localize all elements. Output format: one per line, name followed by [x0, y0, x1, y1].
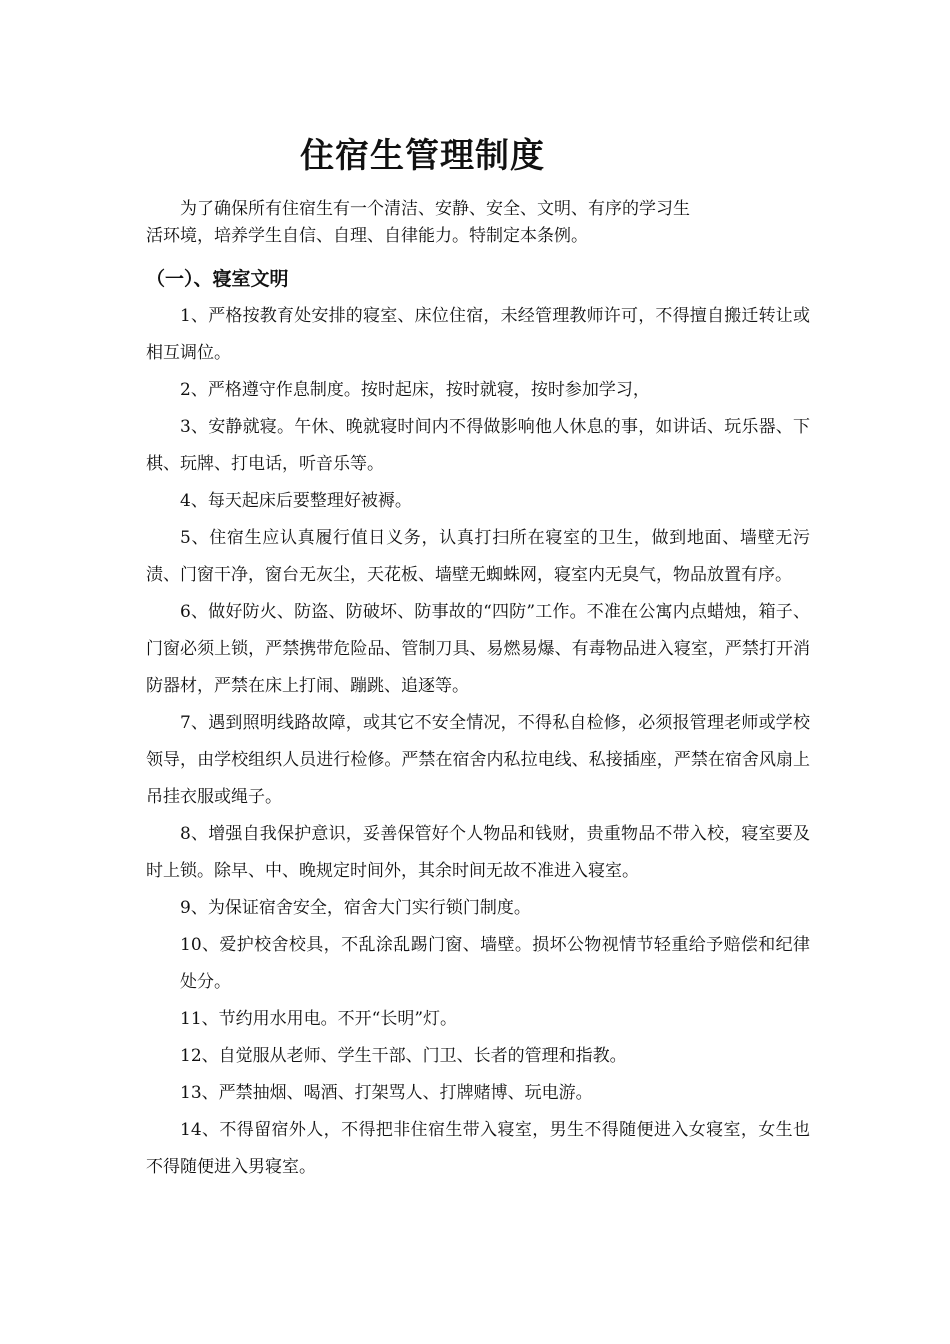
section-heading: （一）、寝室文明	[146, 268, 289, 290]
rule-item: 14、不得留宿外人，不得把非住宿生带入寝室，男生不得随便进入女寝室，女生也不得随便进入男寝室。	[146, 1120, 810, 1177]
rule-item: 10、爱护校舍校具，不乱涂乱踢门窗、墙壁。损坏公物视情节轻重给予赔偿和纪律处分。	[180, 935, 810, 992]
rule-item: 3、安静就寝。午休、晚就寝时间内不得做影响他人休息的事，如讲话、玩乐器、下棋、玩牌、打电话，听音乐等。	[146, 417, 810, 474]
rule-item: 11、节约用水用电。不开“长明”灯。	[180, 1009, 458, 1029]
rule-item: 6、做好防火、防盗、防破坏、防事故的“四防”工作。不准在公寓内点蜡烛，箱子、门窗必须上锁，严禁携带危险品、管制刀具、易燃易爆、有毒物品进入寝室，严禁打开消防器材，严禁在床上打闹、蹦跳、追逐等。	[146, 602, 810, 696]
rules-list	[146, 298, 810, 1186]
rule-item: 8、增强自我保护意识，妥善保管好个人物品和钱财，贵重物品不带入校，寝室要及时上锁。除早、中、晚规定时间外，其余时间无故不准进入寝室。	[146, 824, 810, 881]
rule-item: 2、严格遵守作息制度。按时起床，按时就寝，按时参加学习，	[180, 380, 650, 400]
intro-paragraph	[146, 196, 786, 250]
intro-line: 为了确保所有住宿生有一个清洁、安静、安全、文明、有序的学习生	[180, 199, 690, 219]
rule-item: 4、每天起床后要整理好被褥。	[180, 491, 412, 511]
rule-item: 5、住宿生应认真履行值日义务，认真打扫所在寝室的卫生，做到地面、墙壁无污渍、门窗干净，窗台无灰尘，天花板、墙壁无蜘蛛网，寝室内无臭气，物品放置有序。	[146, 528, 810, 585]
intro-line: 活环境，培养学生自信、自理、自律能力。特制定本条例。	[146, 226, 588, 246]
rule-item: 9、为保证宿舍安全，宿舍大门实行锁门制度。	[180, 898, 531, 918]
rule-item: 12、自觉服从老师、学生干部、门卫、长者的管理和指教。	[180, 1046, 627, 1066]
rule-item: 1、严格按教育处安排的寝室、床位住宿，未经管理教师许可，不得擅自搬迁转让或相互调位。	[146, 306, 810, 363]
rule-item: 7、遇到照明线路故障，或其它不安全情况，不得私自检修，必须报管理老师或学校领导，由学校组织人员进行检修。严禁在宿舍内私拉电线、私接插座，严禁在宿舍风扇上吊挂衣服或绳子。	[146, 713, 810, 807]
document-title: 住宿生管理制度	[300, 136, 545, 176]
rule-item: 13、严禁抽烟、喝酒、打架骂人、打牌赌博、玩电游。	[180, 1083, 593, 1103]
